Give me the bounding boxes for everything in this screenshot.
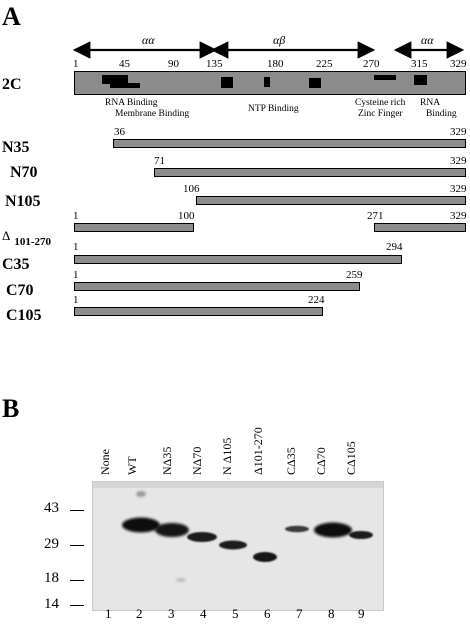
construct-end: 100 <box>178 210 195 222</box>
construct-bar-n70 <box>154 168 466 177</box>
blot-band <box>349 531 373 539</box>
lane-number: 6 <box>264 606 271 621</box>
blot-band <box>285 526 309 532</box>
construct-start: 106 <box>183 183 200 195</box>
lane-label: WT <box>125 456 139 475</box>
region-label-2: αβ <box>273 33 286 47</box>
lane-label: CΔ70 <box>314 447 328 475</box>
construct-name-n105: N105 <box>5 193 41 210</box>
domain-block <box>414 75 427 85</box>
blot-band <box>253 552 277 562</box>
construct-bar-n105 <box>196 196 466 205</box>
domain-label-rna-binding: RNA Binding <box>105 98 158 108</box>
blot-band <box>155 523 189 537</box>
domain-block <box>374 75 396 80</box>
construct-bar-delta-seg1 <box>74 223 194 232</box>
position-label: 180 <box>267 58 284 70</box>
construct-name-n35: N35 <box>2 139 30 156</box>
position-label: 270 <box>363 58 380 70</box>
construct-start: 1 <box>73 241 79 253</box>
construct-bar-c105 <box>74 307 323 316</box>
lane-number: 2 <box>136 606 143 621</box>
panel-b-letter: B <box>2 394 20 423</box>
domain-label-cysteine-rich: Cysteine rich <box>355 98 406 108</box>
region-arrows <box>0 0 470 60</box>
construct-name-delta-101-270 <box>2 227 52 248</box>
blot-band <box>122 518 160 533</box>
lane-number: 3 <box>168 606 175 621</box>
position-label: 1 <box>73 58 79 70</box>
position-label: 329 <box>450 58 467 70</box>
lane-number: 8 <box>328 606 335 621</box>
lane-label: NΔ70 <box>190 446 204 475</box>
panel-a-letter: A <box>2 2 21 31</box>
lane-number: 4 <box>200 606 207 621</box>
position-label: 135 <box>206 58 223 70</box>
construct-bar-n35 <box>113 139 466 148</box>
domain-label-zinc-finger: Zinc Finger <box>358 109 403 119</box>
western-blot <box>92 481 384 611</box>
construct-name-2c: 2C <box>2 76 22 93</box>
construct-end: 329 <box>450 155 467 167</box>
construct-end: 259 <box>346 269 363 281</box>
construct-start: 271 <box>367 210 384 222</box>
construct-bar-c70 <box>74 282 360 291</box>
mw-marker-label: 18 <box>44 570 59 586</box>
position-label: 225 <box>316 58 333 70</box>
mw-marker-label: 14 <box>44 596 59 612</box>
lane-label: None <box>98 449 112 475</box>
construct-end: 224 <box>308 294 325 306</box>
domain-label-membrane-binding: Membrane Binding <box>115 109 190 119</box>
position-label: 90 <box>168 58 179 70</box>
domain-block <box>221 77 233 88</box>
lane-number: 7 <box>296 606 303 621</box>
blot-band <box>219 541 247 550</box>
mw-tick <box>70 580 84 581</box>
blot-bands <box>93 482 383 610</box>
region-label-3: αα <box>421 33 434 47</box>
mw-tick <box>70 605 84 606</box>
mw-tick <box>70 545 84 546</box>
mw-marker-label: 29 <box>44 536 59 552</box>
lane-label: NΔ35 <box>160 446 174 475</box>
construct-end: 294 <box>386 241 403 253</box>
blot-band <box>314 523 352 538</box>
lane-label: N Δ105 <box>220 437 234 475</box>
domain-label-ntp-binding: NTP Binding <box>248 104 299 114</box>
position-label: 315 <box>411 58 428 70</box>
construct-end: 329 <box>450 126 467 138</box>
construct-name-c35: C35 <box>2 256 30 273</box>
domain-block <box>110 83 140 88</box>
lane-label: CΔ105 <box>344 441 358 475</box>
lane-label: CΔ35 <box>284 447 298 475</box>
construct-bar-c35 <box>74 255 402 264</box>
construct-start: 71 <box>154 155 165 167</box>
construct-name-n70: N70 <box>10 164 38 181</box>
domain-label-rna: RNA <box>420 98 441 108</box>
domain-label-binding: Binding <box>426 109 457 119</box>
construct-bar-delta-seg2 <box>374 223 466 232</box>
construct-start: 1 <box>73 210 79 222</box>
construct-name-c70: C70 <box>6 282 34 299</box>
deletion-range: 101-270 <box>14 236 52 248</box>
construct-start: 1 <box>73 269 79 281</box>
position-label: 45 <box>119 58 130 70</box>
lane-label: Δ101-270 <box>251 427 265 475</box>
domain-block <box>309 78 321 88</box>
construct-end: 329 <box>450 210 467 222</box>
domain-block <box>264 77 270 87</box>
mw-tick <box>70 510 84 511</box>
construct-end: 329 <box>450 183 467 195</box>
region-label-1: αα <box>142 33 155 47</box>
delta-symbol: Δ <box>2 228 11 243</box>
lane-number: 1 <box>105 606 112 621</box>
construct-start: 1 <box>73 294 79 306</box>
blot-band <box>187 532 217 542</box>
lane-number: 9 <box>358 606 365 621</box>
lane-number: 5 <box>232 606 239 621</box>
construct-start: 36 <box>114 126 125 138</box>
construct-name-c105: C105 <box>6 307 42 324</box>
mw-marker-label: 43 <box>44 500 59 516</box>
